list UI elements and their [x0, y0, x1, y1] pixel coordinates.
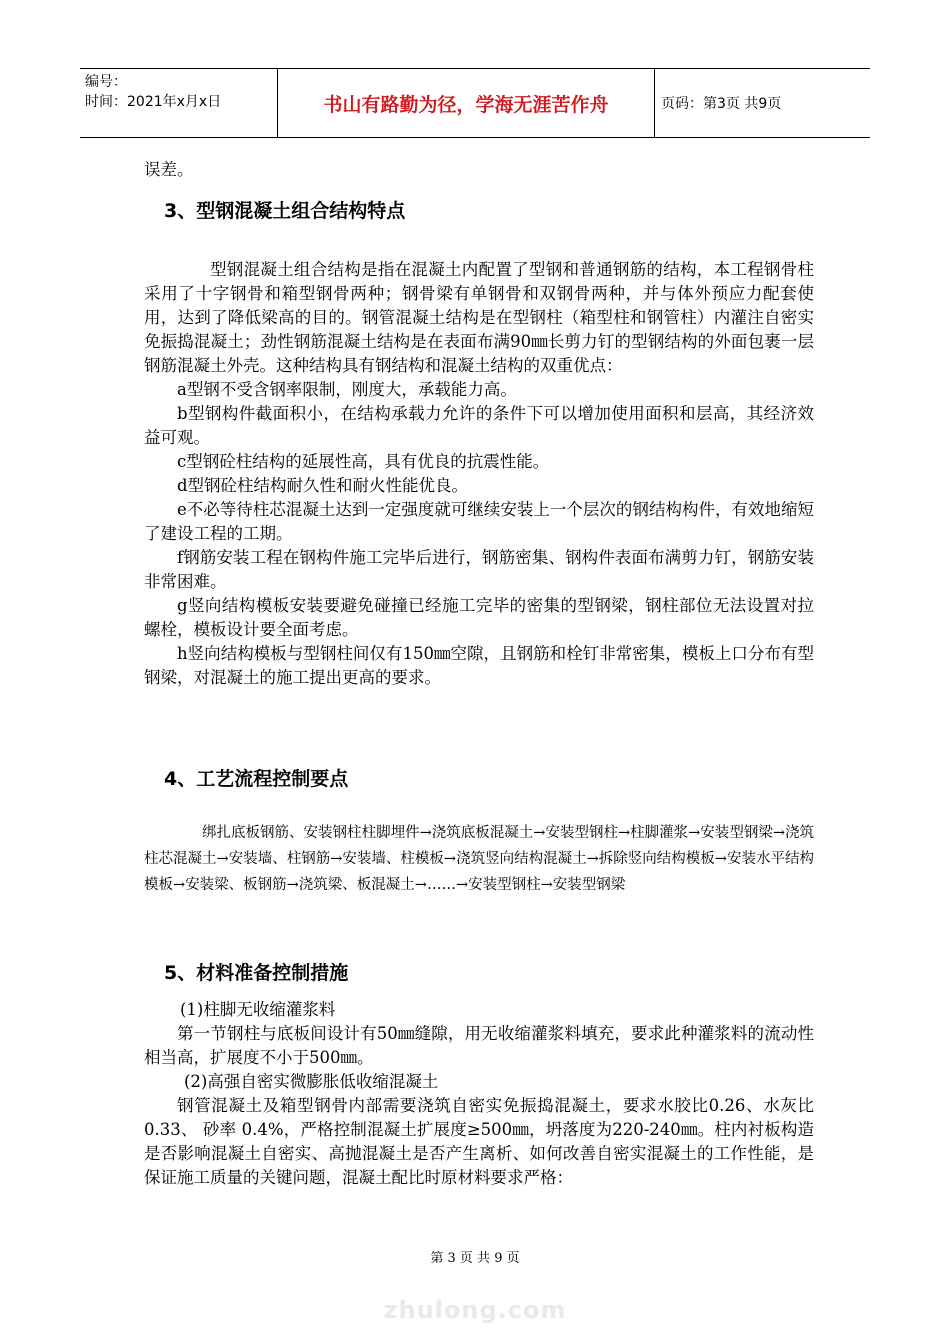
header-time: 时间：2021年x月x日	[85, 94, 222, 110]
section3-intro: 型钢混凝土组合结构是指在混凝土内配置了型钢和普通钢筋的结构，本工程钢骨柱采用了十字钢骨和箱型钢骨两种；钢骨梁有单钢骨和双钢骨两种，并与体外预应力配套使用，达到了降低梁高的目的。钢管混凝土结构是在型钢柱（箱型柱和钢管柱）内灌注自密实免振捣混凝土；劲性钢筋混凝土结构是在表面布满90㎜长剪力钉的型钢结构的外面包裹一层钢筋混凝土外壳。这种结构具有钢结构和混凝土结构的双重优点：	[144, 260, 814, 375]
list-item: f钢筋安装工程在钢构件施工完毕后进行，钢筋密集、钢构件表面布满剪力钉，钢筋安装非常困难。	[144, 548, 814, 591]
section4-body	[144, 820, 814, 898]
page-footer: 第 3 页 共 9 页	[430, 1251, 520, 1266]
list-item: b型钢构件截面积小，在结构承载力允许的条件下可以增加使用面积和层高，其经济效益可观。	[144, 404, 814, 447]
sub1-title: (1)柱脚无收缩灌浆料	[180, 1000, 336, 1019]
section3-body	[144, 258, 814, 690]
section5-heading: 5、材料准备控制措施	[164, 962, 349, 984]
list-item: e不必等待柱芯混凝土达到一定强度就可继续安装上一个层次的钢结构构件，有效地缩短了建设工程的工期。	[144, 500, 814, 543]
watermark: zhulong.com	[383, 1296, 567, 1324]
sub1-text: 第一节钢柱与底板间设计有50㎜缝隙，用无收缩灌浆料填充，要求此种灌浆料的流动性相当高，扩展度不小于500㎜。	[144, 1024, 814, 1067]
header-page: 页码：第3页 共9页	[661, 96, 782, 112]
top-line: 误差。	[144, 160, 194, 179]
section4-heading: 4、工艺流程控制要点	[164, 768, 349, 790]
list-item: h竖向结构模板与型钢柱间仅有150㎜空隙，且钢筋和栓钉非常密集，模板上口分布有型钢梁，对混凝土的施工提出更高的要求。	[144, 644, 814, 687]
header-number: 编号：	[85, 74, 127, 90]
header-meta	[80, 69, 278, 137]
header-motto: 书山有路勤为径，学海无涯苦作舟	[278, 69, 655, 137]
process-flow: 绑扎底板钢筋、安装钢柱柱脚埋件→浇筑底板混凝土→安装型钢柱→柱脚灌浆→安装型钢梁→浇筑柱芯混凝土→安装墙、柱钢筋→安装墙、柱模板→浇筑竖向结构混凝土→拆除竖向结构模板→安装水平结构模板→安装梁、板钢筋→浇筑梁、板混凝土→……→安装型钢柱→安装型钢梁	[144, 825, 814, 893]
sub2-title: (2)高强自密实微膨胀低收缩混凝土	[184, 1072, 439, 1091]
sub2-text: 钢管混凝土及箱型钢骨内部需要浇筑自密实免振捣混凝土，要求水胶比0.26、水灰比 0.33、 砂率 0.4%，严格控制混凝土扩展度≥500㎜，坍落度为220-240㎜。柱内衬板构造是否影响混凝土自密实、高抛混凝土是否产生离析、如何改善自密实混凝土的工作性能，是保证施工质量的关键问题，混凝土配比时原材料要求严格：	[144, 1096, 814, 1187]
list-item: d型钢砼柱结构耐久性和耐火性能优良。	[177, 476, 469, 495]
section3-heading: 3、型钢混凝土组合结构特点	[164, 200, 406, 222]
section5-body	[144, 998, 814, 1190]
list-item: a型钢不受含钢率限制，刚度大，承载能力高。	[177, 380, 517, 399]
list-item: g竖向结构模板安装要避免碰撞已经施工完毕的密集的型钢梁，钢柱部位无法设置对拉螺栓，模板设计要全面考虑。	[144, 596, 814, 639]
header-table	[80, 68, 870, 138]
list-item: c型钢砼柱结构的延展性高，具有优良的抗震性能。	[177, 452, 550, 471]
